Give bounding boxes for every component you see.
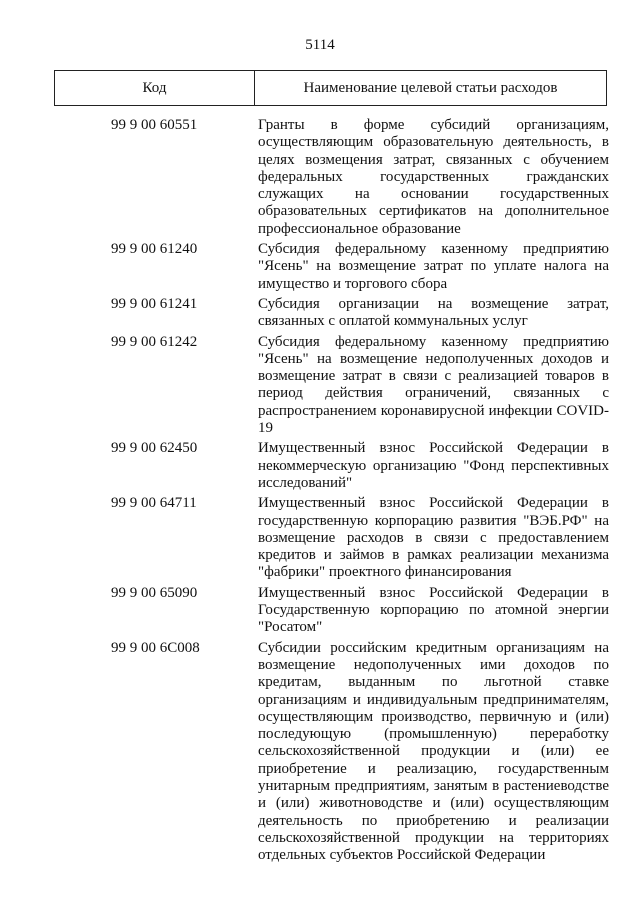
row-code: 99 9 00 6С008: [111, 639, 200, 656]
table-row: [0, 495, 640, 581]
table-header: [54, 70, 607, 106]
row-code: 99 9 00 64711: [111, 495, 197, 512]
table-row: [0, 296, 640, 331]
row-code: 99 9 00 62450: [111, 440, 198, 457]
row-description: Субсидия федеральному казенному предприятию "Ясень" на возмещение затрат по уплате налога на имущество и торгового сбора: [258, 241, 609, 292]
row-description: Имущественный взнос Российской Федерации в государственную корпорацию развития "ВЭБ.РФ" на возмещение расходов в связи с предоставлением кредитов и займов в рамках реализации механизма "фабрики" проектного финансирования: [258, 495, 609, 581]
header-name-column: Наименование целевой статьи расходов: [303, 79, 558, 96]
row-code: 99 9 00 61241: [111, 295, 198, 312]
table-row: [0, 334, 640, 438]
row-description: Имущественный взнос Российской Федерации в некоммерческую организацию "Фонд перспективных исследований": [258, 440, 609, 491]
table-row: [0, 440, 640, 492]
table-row: [0, 241, 640, 293]
header-code-column: Код: [55, 71, 255, 105]
row-code: 99 9 00 65090: [111, 584, 198, 601]
row-description: Субсидии российским кредитным организациям на возмещение недополученных ими доходов по кредитам, выданным по льготной ставке организациям и индивидуальным предпринимателям, осуществляющим производство, первичную и (или) последующую (промышленную) переработку сельскохозяйственной продукции и (или) ее приобретение и реализацию, государственным унитарным предприятиям, занятым в растениеводстве и (или) животноводстве и (или) осуществляющим деятельность по приобретению и реализации сельскохозяйственной продукции на территориях отдельных субъектов Российской Федерации: [258, 639, 609, 864]
row-description: Субсидия организации на возмещение затрат, связанных с оплатой коммунальных услуг: [258, 295, 609, 330]
table-row: [0, 640, 640, 865]
table-row: [0, 117, 640, 238]
row-code: 99 9 00 60551: [111, 117, 198, 133]
row-code: 99 9 00 61242: [111, 333, 198, 350]
row-description: Гранты в форме субсидий организациям, осуществляющим образовательную деятельность, в целях возмещения затрат, связанных с обучением федеральных государственных гражданских служащих на основании государственных образовательных сертификатов на дополнительное профессиональное образование: [258, 117, 609, 237]
row-description: Имущественный взнос Российской Федерации в Государственную корпорацию по атомной энергии "Росатом": [258, 584, 609, 636]
page-number: 5114: [305, 37, 335, 53]
row-description: Субсидия федеральному казенному предприятию "Ясень" на возмещение недополученных доходов и возмещение затрат в связи с реализацией товаров в период действия ограничений, связанных с распространением коронавирусной инфекции COVID-19: [258, 333, 609, 437]
table-row: [0, 585, 640, 637]
row-code: 99 9 00 61240: [111, 241, 198, 258]
table-body: [0, 117, 640, 867]
